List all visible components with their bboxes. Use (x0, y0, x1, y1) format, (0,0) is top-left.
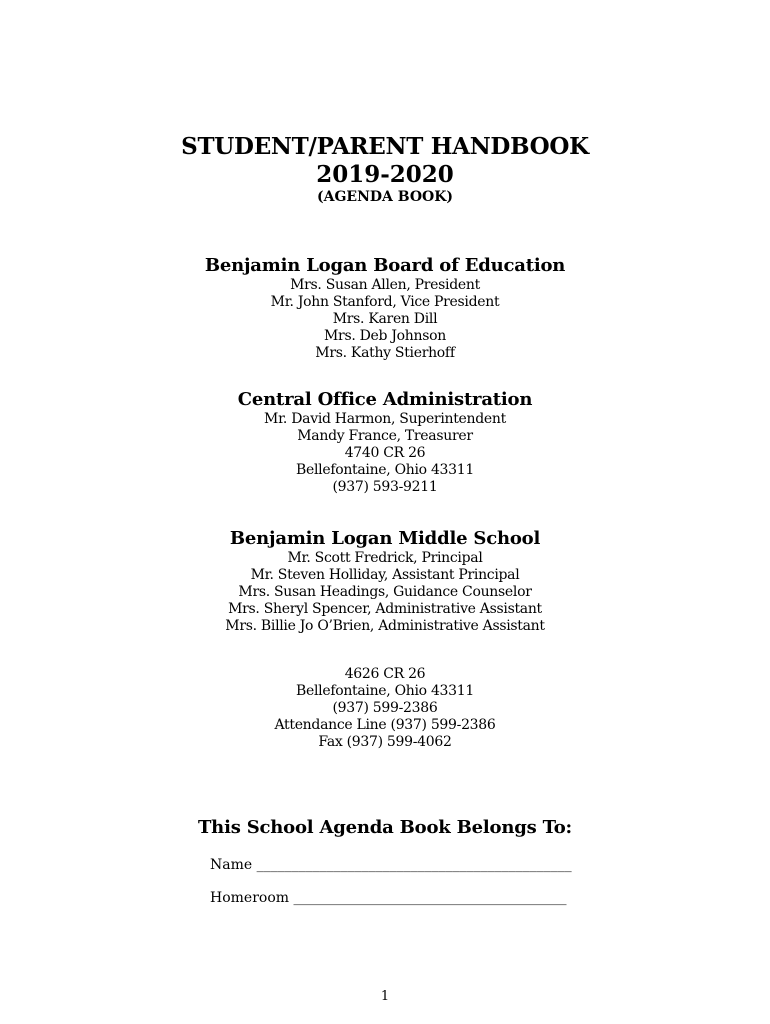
central-office-line: Mandy France, Treasurer (297, 428, 473, 444)
central-office-line: Bellefontaine, Ohio 43311 (296, 462, 474, 478)
central-office-line: (937) 593-9211 (332, 479, 438, 495)
document-title: STUDENT/PARENT HANDBOOK (181, 133, 589, 160)
belongs-heading: This School Agenda Book Belongs To: (197, 817, 572, 838)
homeroom-field[interactable]: Homeroom _______________________________________ (210, 890, 567, 906)
board-member: Mr. John Stanford, Vice President (270, 294, 500, 310)
middle-school-heading: Benjamin Logan Middle School (229, 528, 541, 549)
board-member: Mrs. Kathy Stierhoff (315, 345, 455, 361)
board-heading: Benjamin Logan Board of Education (204, 255, 566, 276)
middle-school-staff: Mr. Steven Holliday, Assistant Principal (250, 567, 520, 583)
middle-school-staff: Mrs. Billie Jo O’Brien, Administrative Assistant (225, 618, 545, 634)
board-member: Mrs. Susan Allen, President (290, 277, 480, 293)
middle-school-section (0, 528, 770, 635)
document-year: 2019-2020 (316, 161, 454, 188)
middle-school-staff: Mrs. Sheryl Spencer, Administrative Assistant (228, 601, 542, 617)
board-member: Mrs. Karen Dill (332, 311, 438, 327)
central-office-section (0, 389, 770, 496)
name-field[interactable]: Name _____________________________________________ (210, 857, 572, 873)
contact-line: (937) 599-2386 (332, 700, 438, 716)
contact-line: Bellefontaine, Ohio 43311 (296, 683, 474, 699)
contact-line: 4626 CR 26 (344, 666, 426, 682)
contact-line: Fax (937) 599-4062 (318, 734, 452, 750)
central-office-line: 4740 CR 26 (344, 445, 426, 461)
middle-school-staff: Mr. Scott Fredrick, Principal (287, 550, 483, 566)
middle-school-staff: Mrs. Susan Headings, Guidance Counselor (238, 584, 532, 600)
page-number: 1 (380, 989, 390, 1004)
board-member: Mrs. Deb Johnson (324, 328, 446, 344)
central-office-line: Mr. David Harmon, Superintendent (264, 411, 506, 427)
document-subtitle: (AGENDA BOOK) (316, 189, 454, 205)
board-section (0, 255, 770, 362)
contact-line: Attendance Line (937) 599-2386 (274, 717, 496, 733)
central-office-heading: Central Office Administration (237, 389, 533, 410)
middle-school-contact (0, 666, 770, 751)
